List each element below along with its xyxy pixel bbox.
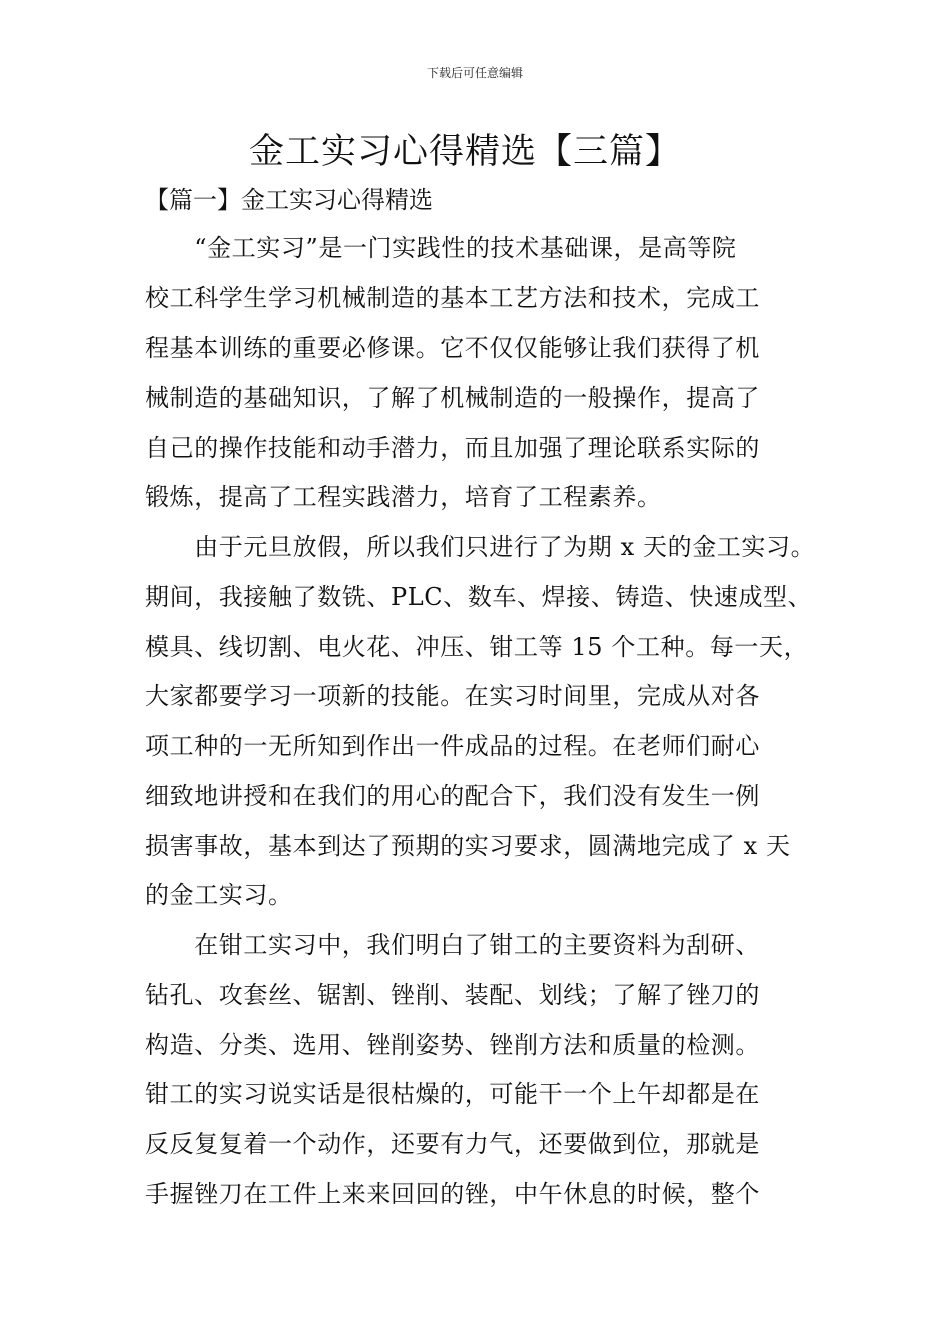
body-line: 大家都要学习一项新的技能。在实习时间里，完成从对各	[145, 682, 760, 710]
body-line: 项工种的一无所知到作出一件成品的过程。在老师们耐心	[145, 732, 760, 760]
document-title: 金工实习心得精选【三篇】	[248, 132, 681, 172]
body-line: 损害事故，基本到达了预期的实习要求，圆满地完成了 x 天	[145, 832, 791, 860]
section-heading: 【篇一】金工实习心得精选	[145, 186, 433, 214]
body-line: 程基本训练的重要必修课。它不仅仅能够让我们获得了机	[145, 334, 760, 362]
body-line: 模具、线切割、电火花、冲压、钳工等 15 个工种。每一天，	[145, 633, 809, 661]
body-line: 由于元旦放假，所以我们只进行了为期 x 天的金工实习。	[145, 533, 816, 561]
body-line: 自己的操作技能和动手潜力，而且加强了理论联系实际的	[145, 434, 760, 462]
page-header-note: 下载后可任意编辑	[426, 66, 523, 80]
body-line: 校工科学生学习机械制造的基本工艺方法和技术，完成工	[145, 284, 760, 312]
body-line: 期间，我接触了数铣、PLC、数车、焊接、铸造、快速成型、	[145, 583, 813, 611]
body-line: 的金工实习。	[145, 881, 293, 909]
body-line: “金工实习”是一门实践性的技术基础课，是高等院	[145, 234, 737, 262]
body-line: 械制造的基础知识，了解了机械制造的一般操作，提高了	[145, 384, 760, 412]
body-line: 锻炼，提高了工程实践潜力，培育了工程素养。	[145, 483, 662, 511]
body-line: 细致地讲授和在我们的用心的配合下，我们没有发生一例	[145, 782, 760, 810]
body-line: 手握锉刀在工件上来来回回的锉，中午休息的时候，整个	[145, 1180, 760, 1208]
body-line: 反反复复着一个动作，还要有力气，还要做到位，那就是	[145, 1130, 760, 1158]
body-line: 构造、分类、选用、锉削姿势、锉削方法和质量的检测。	[145, 1031, 760, 1059]
body-line: 钳工的实习说实话是很枯燥的，可能干一个上午却都是在	[145, 1080, 760, 1108]
body-line: 钻孔、攻套丝、锯割、锉削、装配、划线；了解了锉刀的	[145, 981, 760, 1009]
body-line: 在钳工实习中，我们明白了钳工的主要资料为刮研、	[145, 931, 760, 959]
